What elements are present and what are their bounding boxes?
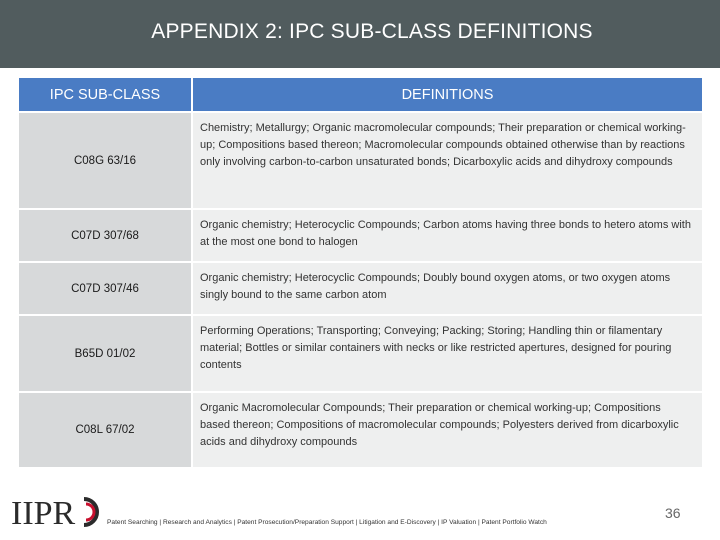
definition-cell: Organic Macromolecular Compounds; Their preparation or chemical working-up; Compositions based thereon; Compositions of macromolecular compounds; Polyesters derived from dicarboxylic acids and dihydroxy compounds [193, 393, 702, 467]
definition-cell: Chemistry; Metallurgy; Organic macromolecular compounds; Their preparation or chemical working-up; Compositions based thereon; Macromolecular compounds obtained otherwise than by reactions only involving carbon-to-carbon unsaturated bonds; Dicarboxylic acids and dihydroxy compounds [193, 113, 702, 208]
definition-cell: Organic chemistry; Heterocyclic Compounds; Doubly bound oxygen atoms, or two oxygen atoms singly bound to the same carbon atom [193, 263, 702, 314]
header-subclass: IPC SUB-CLASS [19, 78, 191, 111]
logo-red-arc [86, 504, 94, 520]
slide-title: APPENDIX 2: IPC SUB-CLASS DEFINITIONS [151, 20, 593, 43]
subclass-cell: C07D 307/68 [19, 210, 191, 261]
definition-cell: Performing Operations; Transporting; Conveying; Packing; Storing; Handling thin or filamentary material; Bottles or similar containers with necks or like restricted apertures, designed for pouring contents [193, 316, 702, 391]
footer-services: Patent Searching | Research and Analytics | Patent Prosecution/Preparation Support | Litigation and E-Discovery | IP Valuation | Patent Portfolio Watch [107, 519, 547, 526]
subclass-cell: C07D 307/46 [19, 263, 191, 314]
definition-cell: Organic chemistry; Heterocyclic Compounds; Carbon atoms having three bonds to hetero atoms with at the most one bond to halogen [193, 210, 702, 261]
title-bar [0, 0, 720, 68]
subclass-cell: C08L 67/02 [19, 393, 191, 467]
subclass-cell: B65D 01/02 [19, 316, 191, 391]
page-number: 36 [665, 505, 681, 521]
subclass-cell: C08G 63/16 [19, 113, 191, 208]
logo-text: IIPR [11, 495, 76, 528]
iiprd-logo [10, 494, 106, 528]
header-definitions: DEFINITIONS [193, 78, 702, 111]
